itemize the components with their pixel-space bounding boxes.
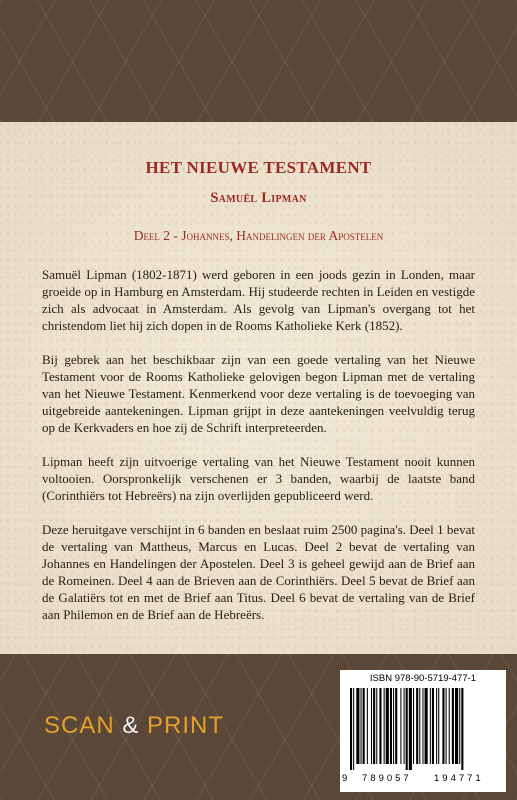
barcode-bar xyxy=(400,688,401,764)
barcode-bar xyxy=(425,688,428,764)
barcode-bar xyxy=(436,688,437,764)
barcode-bars xyxy=(350,688,496,770)
blurb-paragraph-2: Bij gebrek aan het beschikbaar zijn van een goede vertaling van het Nieuwe Testament voor de Rooms Katholieke gelovigen begon Lipman met de vertaling van het Nieuwe Testament. Kenmerkend voor deze vertaling is de toevoeging van uitgebreide aantekeningen. Lipman grijpt in deze aantekeningen veelvuldig terug op de Kerkvaders en hoe zij de Schrift interpreteerden. xyxy=(42,352,475,435)
barcode-bar xyxy=(386,688,389,764)
barcode-bar xyxy=(361,688,362,764)
barcode-bar xyxy=(442,688,444,764)
barcode-digits-right: 194771 xyxy=(434,773,484,784)
barcode-bar xyxy=(446,688,447,764)
barcode-bar xyxy=(422,688,423,764)
blurb-paragraph-1: Samuël Lipman (1802-1871) werd geboren in een joods gezin in Londen, maar groeide op in Hamburg en Amsterdam. Hij studeerde rechten in Leiden en vestigde zich als advocaat in Amsterdam. Als gevolg van Lipman's overgang tot het christendom liet hij zich dopen in de Rooms Katholieke Kerk (1852). xyxy=(42,267,475,333)
barcode-digits-left: 789057 xyxy=(362,773,412,784)
blurb-text xyxy=(42,266,475,640)
barcode-bar xyxy=(449,688,450,764)
barcode-bar xyxy=(379,688,381,764)
barcode-digit-first: 9 xyxy=(342,773,348,784)
barcode-bar xyxy=(393,688,394,764)
barcode-bar xyxy=(390,688,392,764)
barcode-bar xyxy=(461,688,463,770)
barcode-bar xyxy=(376,688,377,764)
barcode-bar xyxy=(413,688,414,764)
barcode-bar xyxy=(395,688,397,764)
book-author: Samuël Lipman xyxy=(210,190,307,206)
barcode-bar xyxy=(404,688,405,764)
barcode-bar xyxy=(373,688,375,764)
logo-ampersand: & xyxy=(122,712,140,739)
logo-print-text: PRINT xyxy=(147,712,225,739)
blurb-paragraph-4: Deze heruitgave verschijnt in 6 banden en beslaat ruim 2500 pagina's. Deel 1 bevat de vertaling van Mattheus, Marcus en Lucas. Deel 2 bevat de vertaling van Johannes en Handelingen der Apostelen. Deel 3 is geheel gewijd aan de Brief aan de Romeinen. Deel 4 aan de Brieven aan de Corinthiërs. Deel 5 bevat de Brief aan de Galatiërs tot en met de Brief aan Titus. Deel 6 bevat de vertaling van de Brief aan Philemon en de Brief aan de Hebreërs. xyxy=(42,522,475,622)
book-title: HET NIEUWE TESTAMENT xyxy=(145,158,372,177)
barcode-bar xyxy=(452,688,454,764)
barcode-bar xyxy=(353,688,354,770)
barcode-bar xyxy=(371,688,372,764)
barcode-bar xyxy=(350,688,352,770)
barcode-bar xyxy=(430,688,431,764)
barcode-bar xyxy=(455,688,458,764)
barcode-bar xyxy=(438,688,439,764)
barcode-bar xyxy=(459,688,460,764)
book-subtitle: Deel 2 - Johannes, Handelingen der Apostelen xyxy=(133,228,384,243)
barcode-bar xyxy=(384,688,385,764)
isbn-barcode xyxy=(340,670,506,792)
barcode-bar xyxy=(356,688,359,764)
logo-scan-text: SCAN xyxy=(44,712,115,739)
barcode-bar xyxy=(432,688,434,764)
barcode-bar xyxy=(367,688,368,764)
blurb-paragraph-3: Lipman heeft zijn uitvoerige vertaling van het Nieuwe Testament nooit kunnen voltooien. Oorspronkelijk verschenen er 3 banden, waarbij de laatste band (Corinthiërs tot Hebreërs) na zijn overlijden gepubliceerd werd. xyxy=(42,454,475,503)
barcode-bar xyxy=(406,688,408,770)
barcode-bar xyxy=(409,688,412,770)
barcode-bar xyxy=(363,688,365,764)
barcode-bar xyxy=(419,688,420,764)
barcode-bar xyxy=(416,688,418,764)
isbn-label: ISBN 978-90-5719-477-1 xyxy=(369,673,477,684)
publisher-logo xyxy=(44,712,224,740)
top-pattern-band xyxy=(0,0,517,122)
